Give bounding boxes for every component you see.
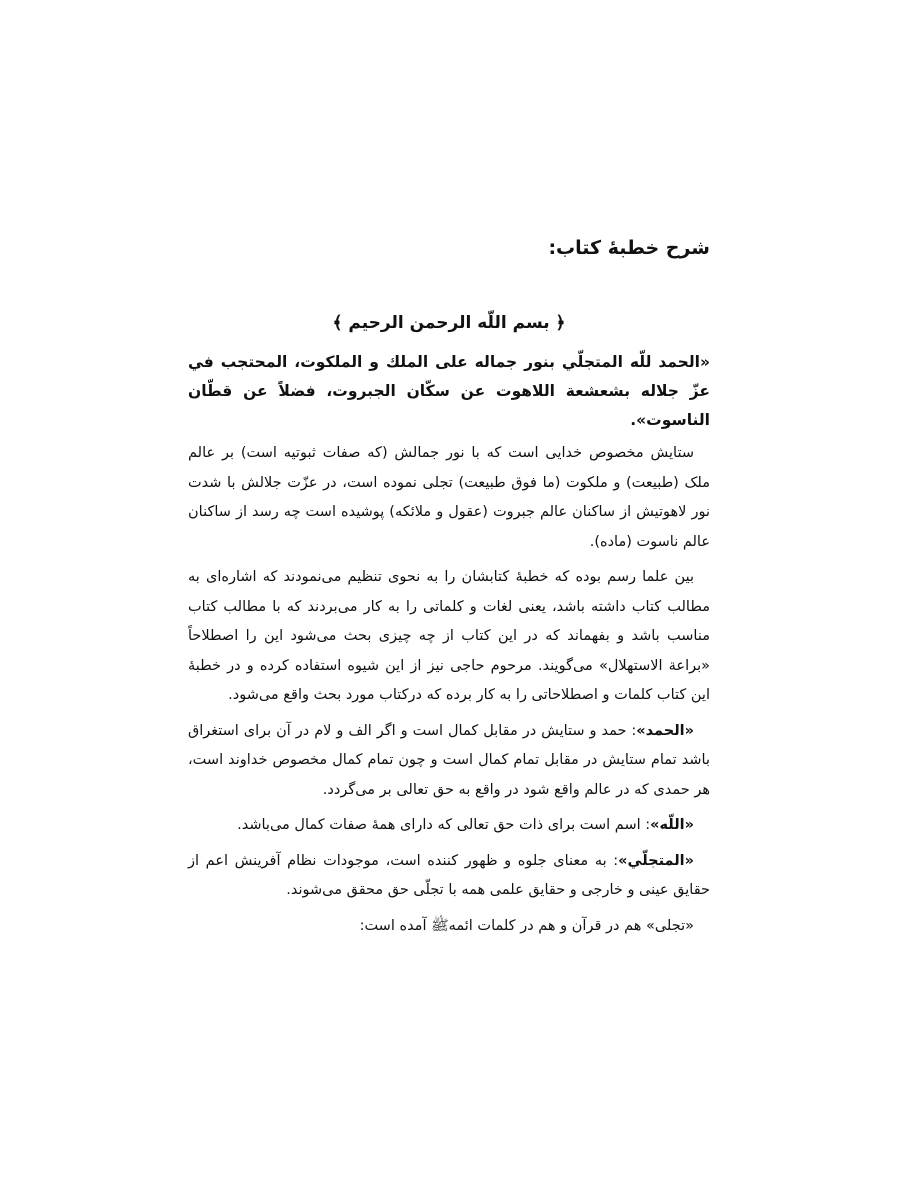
basmala: ﴿ بسم اللّه الرحمن الرحیم ﴾ — [332, 313, 566, 333]
paragraph-allah — [188, 811, 710, 841]
section-heading: شرح خطبهٔ کتاب: — [548, 237, 710, 259]
paragraph-allah-text: : اسم است برای ذات حق تعالی که دارای همهٔ صفات کمال می‌باشد. — [237, 817, 651, 833]
paragraph-alhamd-text: : حمد و ستایش در مقابل کمال است و اگر الف و لام در آن برای استغراق باشد تمام ستایش در مقابل تمام کمال است و چون تمام کمال مخصوص خداوند است، هر حمدی که در عالم واقع شود در واقع به حق تعالی بر می‌گردد. — [188, 722, 710, 798]
paragraph-almutajalli-text: : به معنای جلوه و ظهور کننده است، موجودات نظام آفرینش اعم از حقایق عینی و خارجی و حقایق علمی همه با تجلّی حق محقق می‌شوند. — [188, 852, 710, 898]
term-almutajalli: «المتجلّي» — [618, 852, 694, 869]
page-body — [188, 232, 710, 947]
paragraph-almutajalli — [188, 847, 710, 906]
paragraph-tajalli: «تجلی» هم در قرآن و هم در کلمات ائمه‌ﷺ آمده است: — [359, 917, 694, 934]
arabic-sermon-text: «الحمد للّه المتجلّي بنور جماله علی الملك و الملكوت، المحتجب في عزّ جلاله بشعشعة اللاهوت عن سكّان الجبروت، فضلاً عن قطّان الناسوت». — [188, 353, 710, 429]
term-alhamd: «الحمد» — [636, 722, 694, 739]
term-allah: «اللّه» — [650, 817, 694, 833]
paragraph-translation: ستایش مخصوص خدایی است که با نور جمالش (که صفات ثبوتیه است) بر عالم ملک (طبیعت) و ملکوت (ما فوق طبیعت) تجلی نموده است، در عزّت جلالش با شدت نور لاهوتیش از ساکنان عالم جبروت (عقول و ملائکه) پوشیده است چه رسد از ساکنان عالم ناسوت (ماده). — [188, 445, 710, 550]
paragraph-introduction: بین علما رسم بوده که خطبهٔ کتابشان را به نحوی تنظیم می‌نمودند که اشاره‌ای به مطالب کتاب داشته باشد، یعنی لغات و کلماتی را به کار می‌بردند که با مطالب کتاب مناسب باشد و بفهماند که در این کتاب از چه چیزی بحث می‌شود این را اصطلاحاً «براعة الاستهلال» می‌گویند. مرحوم حاجی نیز از این شیوه استفاده کرده و در خطبهٔ این کتاب کلمات و اصطلاحاتی را به کار برده که درکتاب مورد بحث واقع می‌شود. — [188, 569, 710, 703]
paragraph-alhamd — [188, 717, 710, 806]
